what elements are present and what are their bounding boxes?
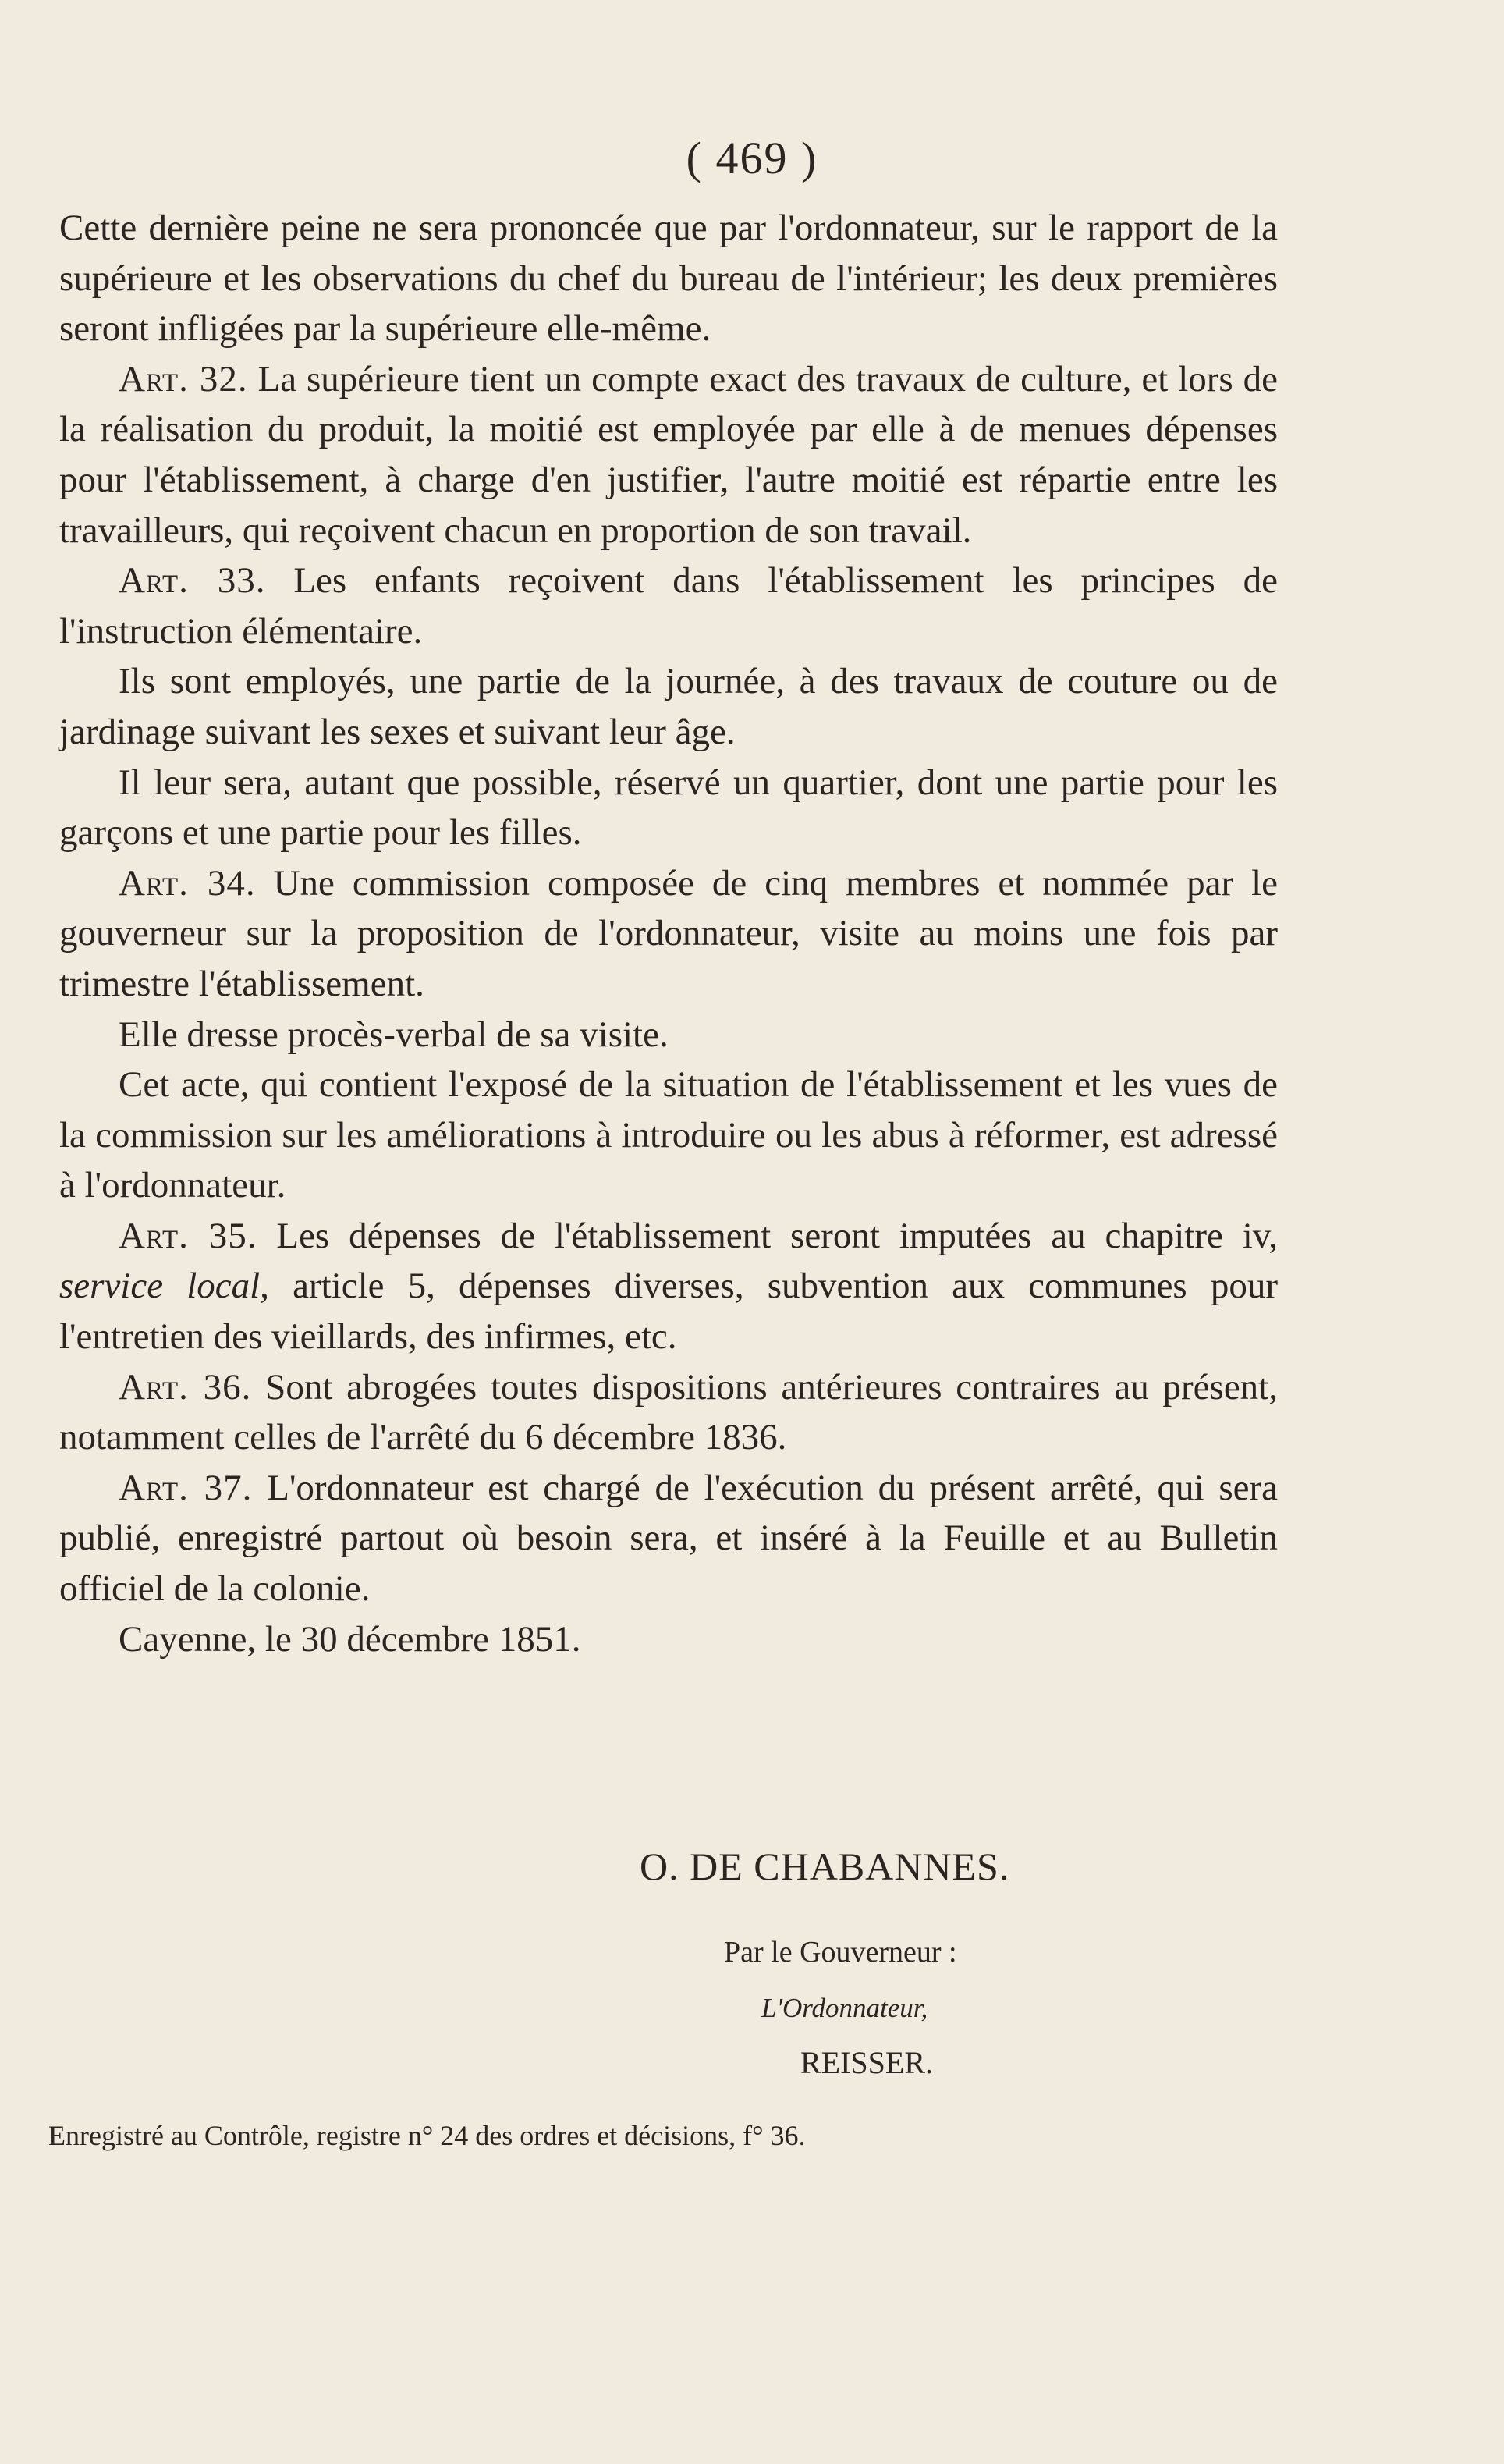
body-text [59, 203, 1278, 1664]
paragraph-text: Elle dresse procès-verbal de sa visite. [119, 1014, 669, 1055]
registration-note: Enregistré au Contrôle, registre n° 24 des ordres et décisions, f° 36. [48, 2120, 806, 2151]
paragraph-quarter [59, 758, 1278, 858]
paragraph-1 [59, 203, 1278, 354]
paragraph-text: L'ordonnateur est chargé de l'exécution du présent arrêté, qui sera publié, enregistré partout où besoin sera, et inséré à la Feuille et au Bulletin officiel de la colonie. [59, 1467, 1278, 1610]
paragraph-text: Les dépenses de l'établissement seront imputées au chapitre iv, [257, 1215, 1278, 1256]
paragraph-text: Ils sont employés, une partie de la journée, à des travaux de couture ou de jardinage suivant les sexes et suivant leur âge. [59, 661, 1278, 752]
article-36 [59, 1362, 1278, 1463]
paragraph-proces-verbal [59, 1010, 1278, 1060]
article-35 [59, 1211, 1278, 1362]
italic-text: service local [59, 1266, 261, 1307]
article-label: Art. 32. [119, 358, 248, 399]
article-33 [59, 556, 1278, 656]
paragraph-text: Cette dernière peine ne sera prononcée que par l'ordonnateur, sur le rapport de la supérieure et les observations du chef du bureau de l'intérieur; les deux premières seront infligées par la supérieure elle-même. [59, 208, 1278, 350]
article-label: Art. 37. [119, 1467, 253, 1508]
paragraph-acte [59, 1060, 1278, 1211]
article-label: Art. 33. [119, 560, 266, 602]
paragraph-date [59, 1614, 1278, 1665]
paragraph-text: Il leur sera, autant que possible, réservé un quartier, dont une partie pour les garçons et une partie pour les filles. [59, 762, 1278, 854]
article-37 [59, 1463, 1278, 1614]
paragraph-children-work [59, 656, 1278, 757]
article-label: Art. 34. [119, 862, 256, 904]
signature-name: O. DE CHABANNES. [640, 1844, 1010, 1888]
signature-title: L'Ordonnateur, [761, 1993, 928, 2023]
paragraph-text: , article 5, dépenses diverses, subvention aux communes pour l'entretien des vieillards, des infirmes, etc. [59, 1266, 1279, 1358]
paragraph-text: Les enfants reçoivent dans l'établissement les principes de l'instruction élémentaire. [59, 560, 1278, 652]
signature-par-le: Par le Gouverneur : [724, 1936, 957, 1969]
countersignature-name: REISSER. [800, 2045, 934, 2080]
paragraph-text: Cayenne, le 30 décembre 1851. [119, 1618, 581, 1660]
article-label: Art. 35. [119, 1215, 257, 1256]
paragraph-text: La supérieure tient un compte exact des travaux de culture, et lors de la réalisation du produit, la moitié est employée par elle à de menues dépenses pour l'établissement, à charge d'en justifier, l'autre moitié est répartie entre les travailleurs, qui reçoivent chacun en proportion de son travail. [59, 358, 1279, 551]
article-label: Art. 36. [119, 1366, 252, 1408]
paragraph-text: Une commission composée de cinq membres et nommée par le gouverneur sur la proposition de l'ordonnateur, visite au moins une fois par trimestre l'établissement. [59, 862, 1278, 1004]
page-number: ( 469 ) [686, 133, 818, 183]
article-32 [59, 354, 1278, 556]
article-34 [59, 858, 1278, 1010]
paragraph-text: Cet acte, qui contient l'exposé de la situation de l'établissement et les vues de la commission sur les améliorations à introduire ou les abus à réformer, est adressé à l'ordonnateur. [59, 1064, 1278, 1206]
paragraph-text: Sont abrogées toutes dispositions antérieures contraires au présent, notamment celles de l'arrêté du 6 décembre 1836. [59, 1366, 1278, 1458]
